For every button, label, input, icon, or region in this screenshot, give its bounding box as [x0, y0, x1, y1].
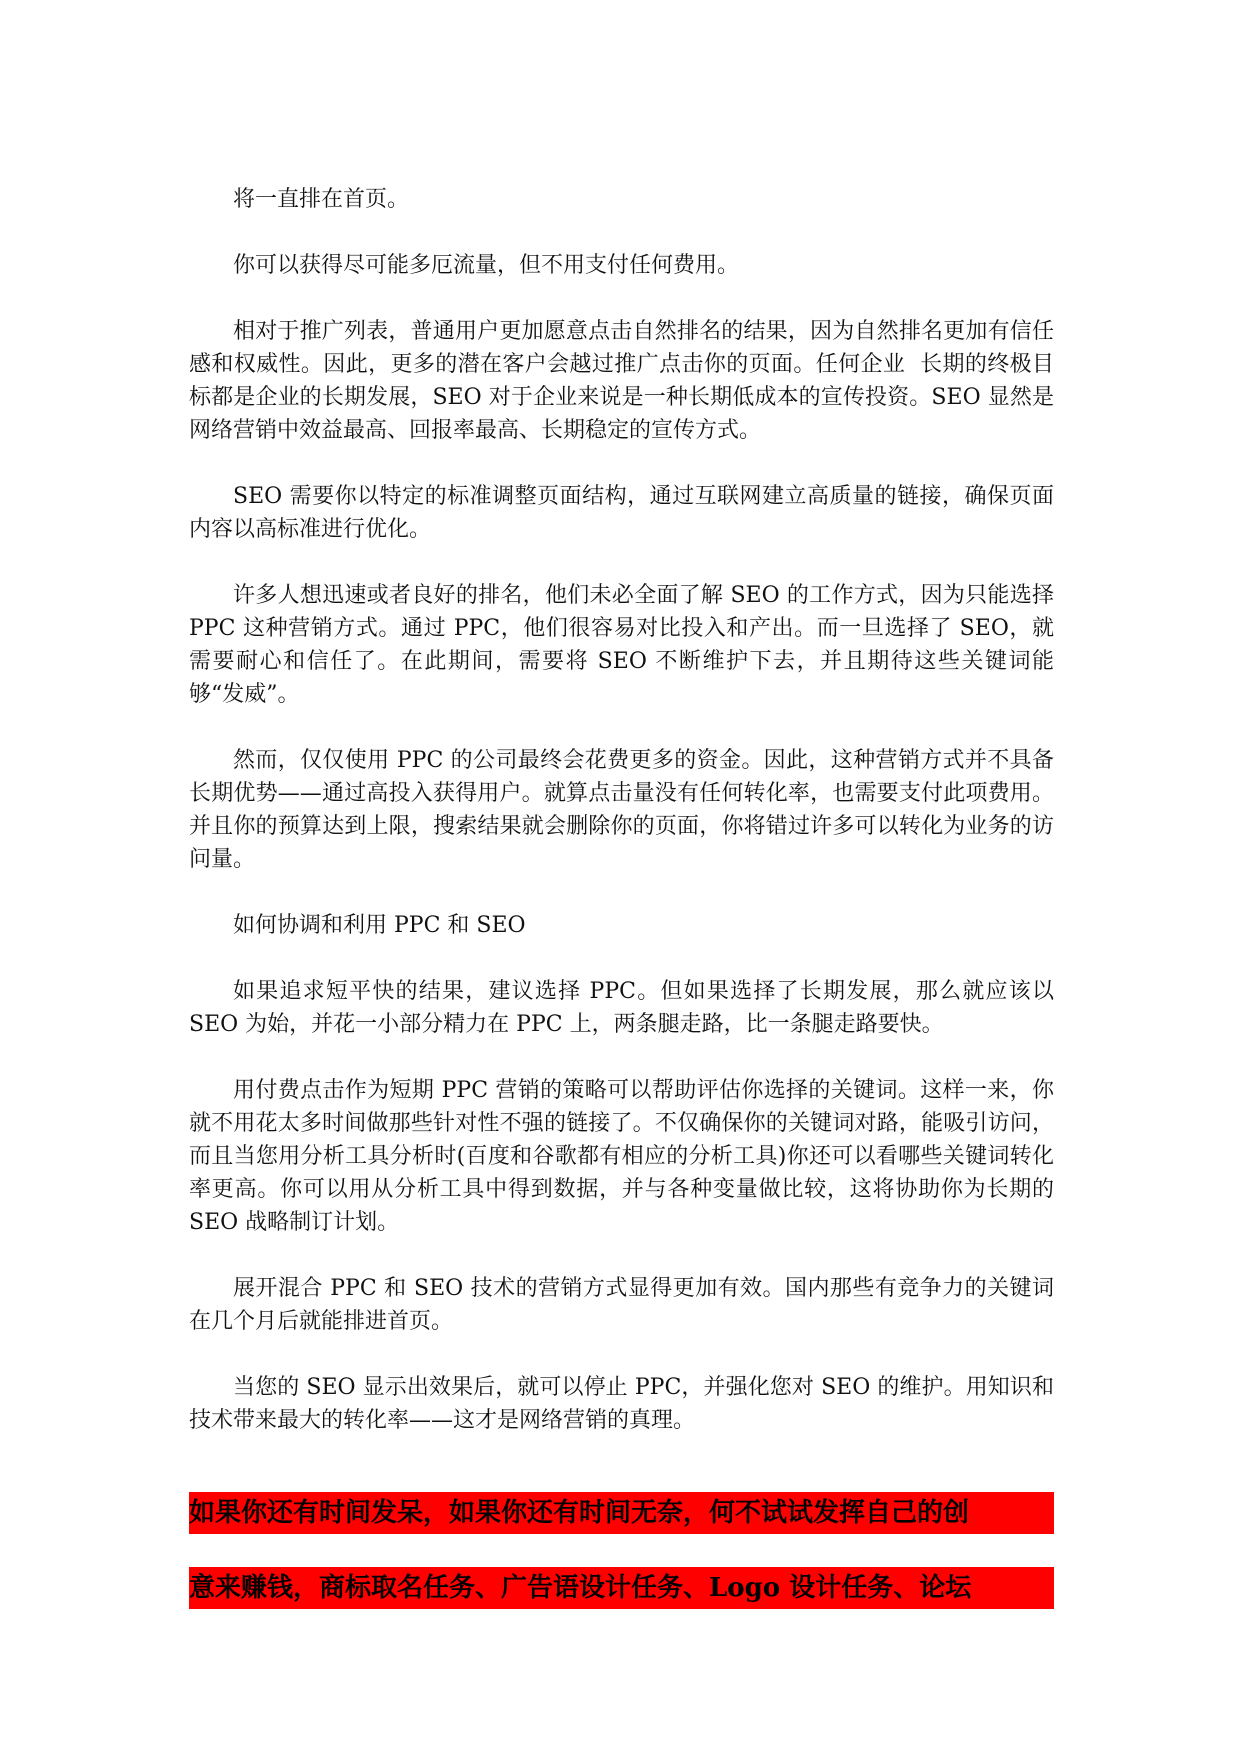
paragraph-ppc-choice: 许多人想迅速或者良好的排名，他们未必全面了解 SEO 的工作方式，因为只能选择 PPC 这种营销方式。通过 PPC，他们很容易对比投入和产出。而一旦选择了 SEO，就需要耐心和信任了。在此期间，需要将 SEO 不断维护下去，并且期待这些关键词能够“发威”。 — [189, 583, 1061, 707]
promo-highlight-block — [189, 1492, 1054, 1642]
paragraph-organic-trust: 相对于推广列表，普通用户更加愿意点击自然排名的结果，因为自然排名更加有信任感和权威性。因此，更多的潜在客户会越过推广点击你的页面。任何企业 长期的终极目标都是企业的长期发展，SEO 对于企业来说是一种长期低成本的宣传投资。SEO 显然是网络营销中效益最高、回报率最高、长期稳定的宣传方式。 — [189, 319, 1054, 443]
paragraph-seo-requirements: SEO 需要你以特定的标准调整页面结构，通过互联网建立高质量的链接，确保页面内容以高标准进行优化。 — [189, 484, 1054, 542]
paragraph-front-page: 将一直排在首页。 — [233, 187, 410, 212]
paragraph-conclusion: 当您的 SEO 显示出效果后，就可以停止 PPC，并强化您对 SEO 的维护。用知识和技术带来最大的转化率——这才是网络营销的真理。 — [189, 1375, 1054, 1433]
document-body — [189, 183, 1061, 1470]
promo-line-2: 意来赚钱，商标取名任务、广告语设计任务、Logo 设计任务、论坛 — [189, 1567, 1054, 1609]
promo-line-1: 如果你还有时间发呆，如果你还有时间无奈，何不试试发挥自己的创 — [189, 1492, 1054, 1534]
paragraph-free-traffic: 你可以获得尽可能多厄流量，但不用支付任何费用。 — [233, 253, 740, 278]
paragraph-paid-click-strategy: 用付费点击作为短期 PPC 营销的策略可以帮助评估你选择的关键词。这样一来，你就不用花太多时间做那些针对性不强的链接了。不仅确保你的关键词对路，能吸引访问，而且当您用分析工具分析时(百度和谷歌都有相应的分析工具)你还可以看哪些关键词转化率更高。你可以用从分析工具中得到数据，并与各种变量做比较，这将协助你为长期的 SEO 战略制订计划。 — [189, 1078, 1061, 1235]
paragraph-short-term: 如果追求短平快的结果，建议选择 PPC。但如果选择了长期发展，那么就应该以 SEO 为始，并花一小部分精力在 PPC 上，两条腿走路，比一条腿走路要快。 — [189, 979, 1061, 1037]
paragraph-mixed-approach: 展开混合 PPC 和 SEO 技术的营销方式显得更加有效。国内那些有竞争力的关键词在几个月后就能排进首页。 — [189, 1276, 1054, 1334]
section-heading-ppc-seo: 如何协调和利用 PPC 和 SEO — [233, 913, 526, 938]
paragraph-ppc-cost: 然而，仅仅使用 PPC 的公司最终会花费更多的资金。因此，这种营销方式并不具备长期优势——通过高投入获得用户。就算点击量没有任何转化率，也需要支付此项费用。并且你的预算达到上限，搜索结果就会删除你的页面，你将错过许多可以转化为业务的访问量。 — [189, 748, 1054, 872]
